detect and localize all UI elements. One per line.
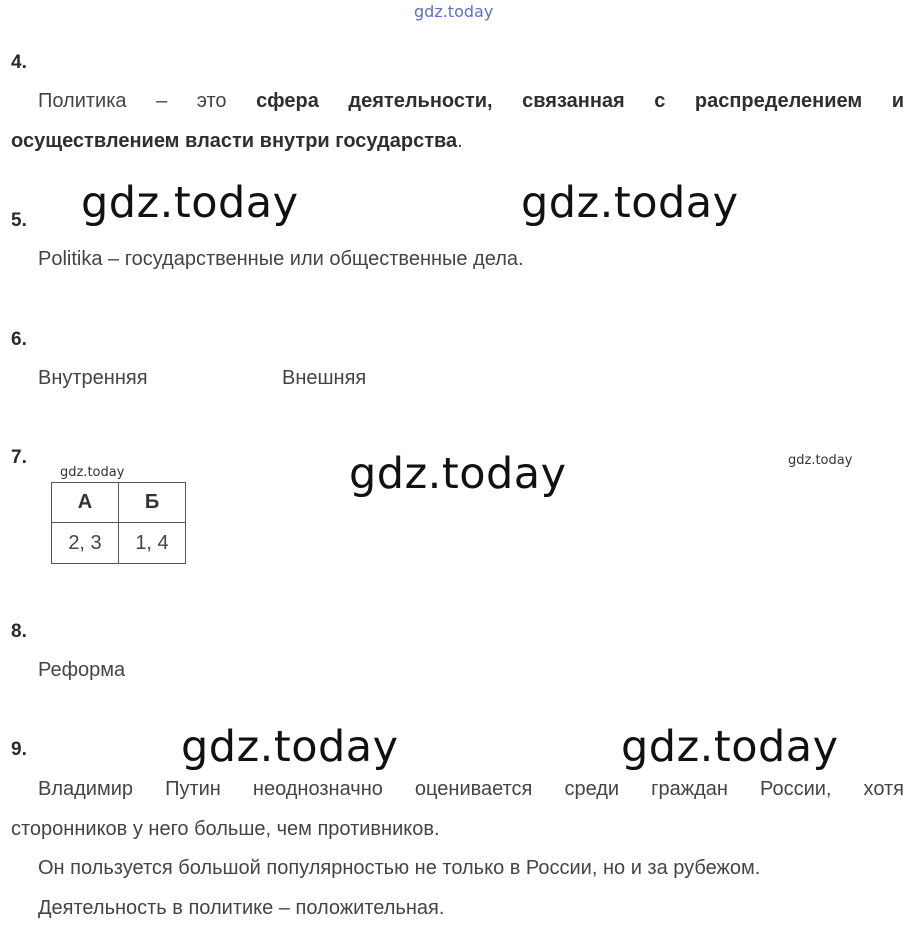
answer-4-prefix: Политика – это [38,90,257,112]
watermark-big: gdz.today [521,178,739,228]
question-number-7: 7. [11,447,27,468]
answer-9-line1: Владимир Путин неоднозначно оценивается среди граждан России, хотя [38,778,904,800]
watermark-small: gdz.today [788,453,853,468]
watermark-top: gdz.today [414,2,494,21]
answer-9-line4: Деятельность в политике – положительная. [38,897,445,919]
answer-7-value-a: 2, 3 [52,523,119,564]
question-number-6: 6. [11,329,27,350]
answer-9-line2: сторонников у него больше, чем противников. [11,818,440,840]
question-number-5: 5. [11,210,27,231]
answer-7-table [51,482,186,564]
watermark-big: gdz.today [349,449,567,499]
watermark-big: gdz.today [181,722,399,772]
question-number-9: 9. [11,739,27,760]
answer-6-col2: Внешняя [282,367,367,389]
answer-5-text: Politika – государственные или общественные дела. [38,248,524,270]
question-number-4: 4. [11,52,27,73]
answer-7-value-b: 1, 4 [119,523,186,564]
answer-4-suffix: . [457,130,463,152]
answer-4-bold-line1: сфера деятельности, связанная с распределением и [256,90,904,112]
answer-7-header-a: А [52,483,119,523]
watermark-big: gdz.today [621,722,839,772]
answer-8-text: Реформа [38,659,126,681]
answer-4-line2 [11,130,463,153]
answer-7-header-b: Б [119,483,186,523]
answer-7-value-row [52,523,186,564]
answer-4-line1 [38,90,904,113]
answer-4-bold-line2: осуществлением власти внутри государства [11,130,458,152]
answer-6-col1: Внутренняя [38,367,148,389]
watermark-small: gdz.today [60,465,125,480]
answer-7-header-row [52,483,186,523]
question-number-8: 8. [11,621,27,642]
watermark-big: gdz.today [81,178,299,228]
answer-9-line3: Он пользуется большой популярностью не только в России, но и за рубежом. [38,857,761,879]
